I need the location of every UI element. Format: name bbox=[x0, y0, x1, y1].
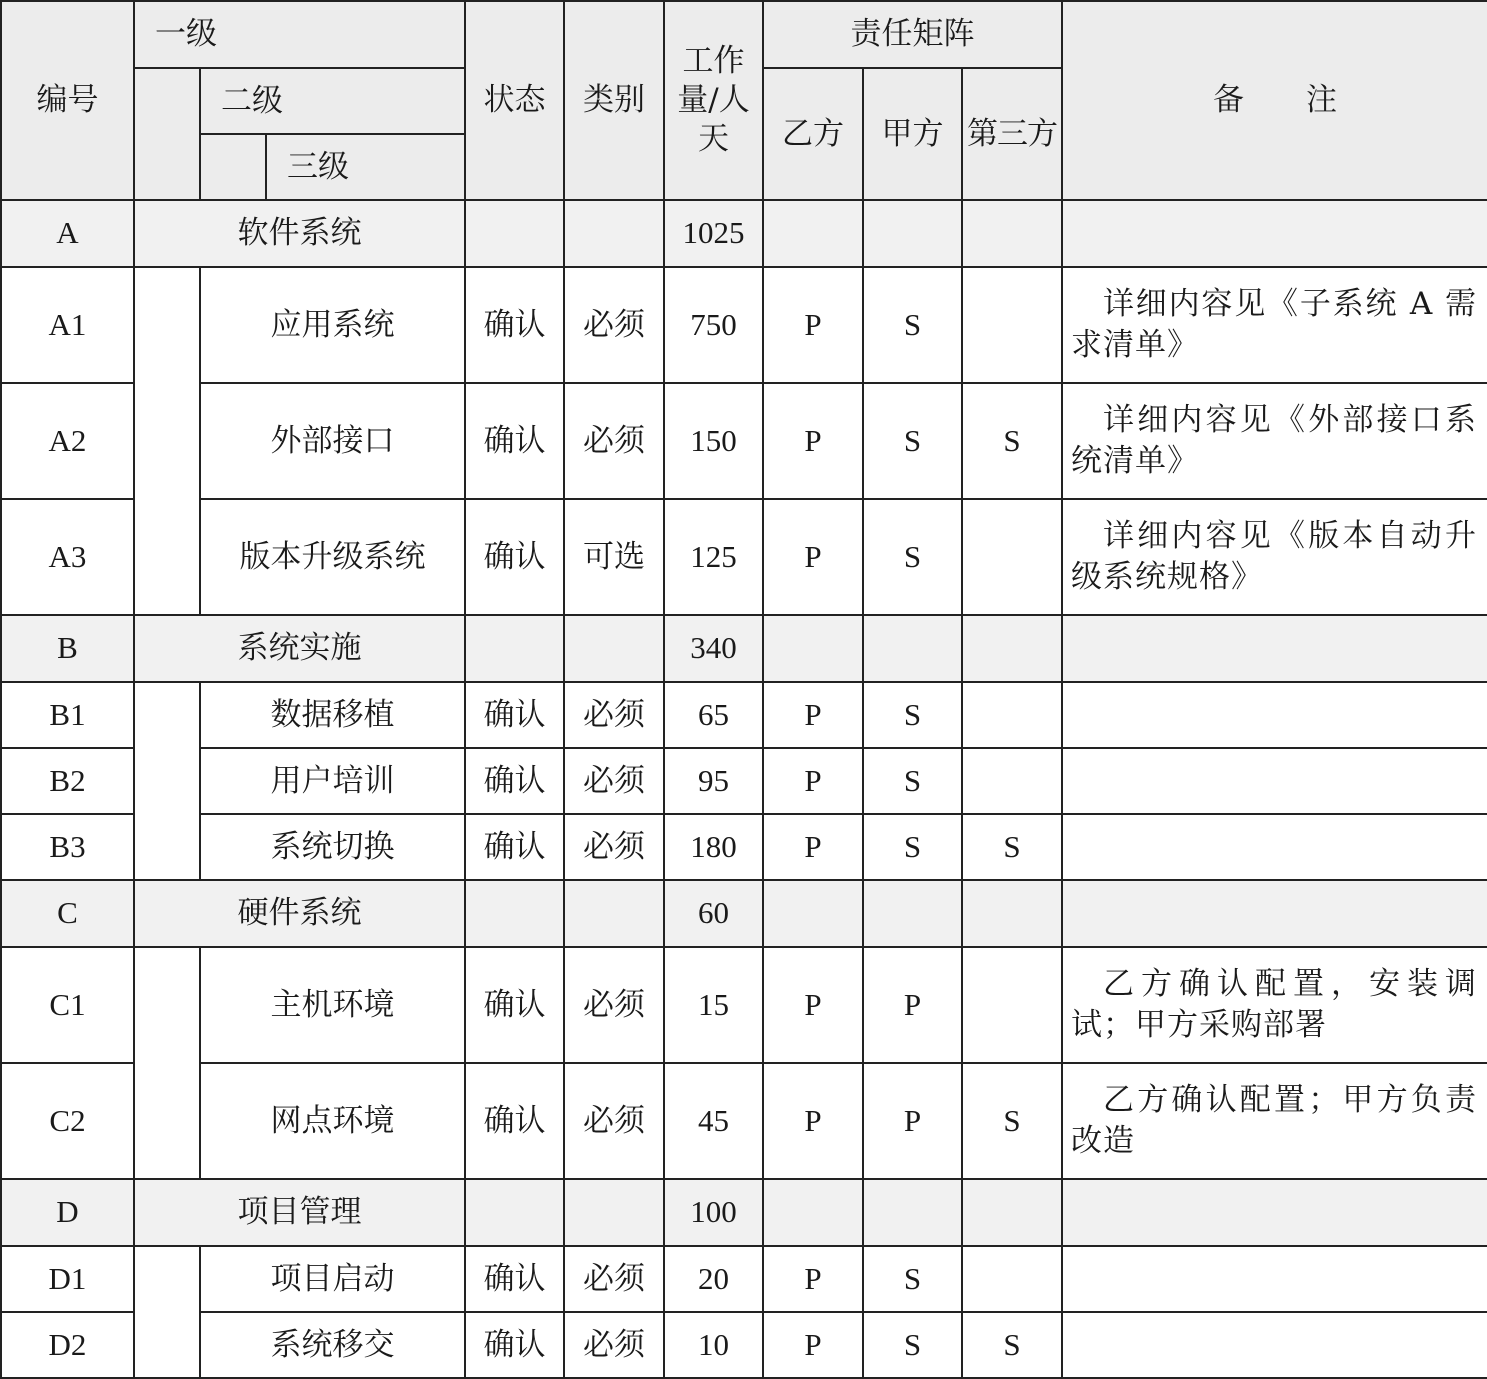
table-row bbox=[1, 499, 1487, 615]
row-party-a: S bbox=[863, 682, 962, 748]
row-category: 必须 bbox=[564, 1063, 664, 1179]
row-note bbox=[1062, 200, 1487, 267]
row-party-b: P bbox=[763, 1063, 863, 1179]
row-name: 项目启动 bbox=[200, 1246, 465, 1312]
header-level1: 一级 bbox=[134, 1, 465, 68]
header-effort: 工作量/人天 bbox=[664, 1, 763, 200]
row-effort: 95 bbox=[664, 748, 763, 814]
row-category: 必须 bbox=[564, 383, 664, 499]
row-category: 必须 bbox=[564, 1312, 664, 1378]
row-effort: 1025 bbox=[664, 200, 763, 267]
row-status bbox=[465, 615, 564, 682]
row-effort: 100 bbox=[664, 1179, 763, 1246]
header-party-b: 乙方 bbox=[763, 68, 863, 200]
row-note bbox=[1062, 814, 1487, 880]
header-level3: 三级 bbox=[266, 134, 465, 200]
row-party-a: S bbox=[863, 814, 962, 880]
row-party-a: P bbox=[863, 1063, 962, 1179]
row-effort: 125 bbox=[664, 499, 763, 615]
row-name: 用户培训 bbox=[200, 748, 465, 814]
table-row bbox=[1, 615, 1487, 682]
row-note bbox=[1062, 1312, 1487, 1378]
row-note: 乙方确认配置；甲方负责改造 bbox=[1062, 1063, 1487, 1179]
row-category bbox=[564, 200, 664, 267]
row-effort: 10 bbox=[664, 1312, 763, 1378]
row-id: D2 bbox=[1, 1312, 134, 1378]
header-indent-1 bbox=[134, 68, 200, 200]
row-effort: 180 bbox=[664, 814, 763, 880]
row-third-party bbox=[962, 1246, 1062, 1312]
row-note: 详细内容见《子系统 A 需求清单》 bbox=[1062, 267, 1487, 383]
row-third-party bbox=[962, 200, 1062, 267]
row-category: 必须 bbox=[564, 267, 664, 383]
row-id: A1 bbox=[1, 267, 134, 383]
indent-cell bbox=[134, 682, 200, 880]
row-id: A2 bbox=[1, 383, 134, 499]
row-party-b bbox=[763, 880, 863, 947]
row-party-a bbox=[863, 1179, 962, 1246]
row-party-a: S bbox=[863, 1312, 962, 1378]
row-category: 必须 bbox=[564, 947, 664, 1063]
table-row bbox=[1, 1312, 1487, 1378]
row-name: 软件系统 bbox=[134, 200, 465, 267]
row-third-party: S bbox=[962, 1063, 1062, 1179]
row-id: A3 bbox=[1, 499, 134, 615]
table-row bbox=[1, 1246, 1487, 1312]
row-status bbox=[465, 1179, 564, 1246]
row-third-party bbox=[962, 267, 1062, 383]
indent-cell bbox=[134, 267, 200, 615]
row-status: 确认 bbox=[465, 1063, 564, 1179]
row-effort: 150 bbox=[664, 383, 763, 499]
row-category bbox=[564, 615, 664, 682]
row-third-party: S bbox=[962, 814, 1062, 880]
row-id: D bbox=[1, 1179, 134, 1246]
row-effort: 65 bbox=[664, 682, 763, 748]
row-third-party: S bbox=[962, 383, 1062, 499]
row-party-b: P bbox=[763, 267, 863, 383]
table-row bbox=[1, 200, 1487, 267]
row-status: 确认 bbox=[465, 267, 564, 383]
row-note: 详细内容见《版本自动升级系统规格》 bbox=[1062, 499, 1487, 615]
row-party-b: P bbox=[763, 1246, 863, 1312]
table-row bbox=[1, 1179, 1487, 1246]
row-name: 项目管理 bbox=[134, 1179, 465, 1246]
row-effort: 340 bbox=[664, 615, 763, 682]
header-status: 状态 bbox=[465, 1, 564, 200]
row-party-b: P bbox=[763, 499, 863, 615]
row-note: 乙方确认配置，安装调试；甲方采购部署 bbox=[1062, 947, 1487, 1063]
row-party-a bbox=[863, 615, 962, 682]
row-third-party: S bbox=[962, 1312, 1062, 1378]
header-id: 编号 bbox=[1, 1, 134, 200]
row-status: 确认 bbox=[465, 748, 564, 814]
row-category bbox=[564, 880, 664, 947]
table-row bbox=[1, 1063, 1487, 1179]
table-row bbox=[1, 267, 1487, 383]
row-third-party bbox=[962, 748, 1062, 814]
row-name: 应用系统 bbox=[200, 267, 465, 383]
row-party-a: S bbox=[863, 499, 962, 615]
table-row bbox=[1, 748, 1487, 814]
row-name: 版本升级系统 bbox=[200, 499, 465, 615]
row-effort: 45 bbox=[664, 1063, 763, 1179]
row-party-b bbox=[763, 200, 863, 267]
row-id: C1 bbox=[1, 947, 134, 1063]
row-id: C2 bbox=[1, 1063, 134, 1179]
row-party-b: P bbox=[763, 814, 863, 880]
row-name: 数据移植 bbox=[200, 682, 465, 748]
row-party-a: S bbox=[863, 1246, 962, 1312]
row-status: 确认 bbox=[465, 1246, 564, 1312]
row-id: B3 bbox=[1, 814, 134, 880]
row-name: 外部接口 bbox=[200, 383, 465, 499]
row-party-b: P bbox=[763, 682, 863, 748]
row-party-a: S bbox=[863, 267, 962, 383]
row-note bbox=[1062, 1246, 1487, 1312]
header-level2: 二级 bbox=[200, 68, 465, 134]
row-id: C bbox=[1, 880, 134, 947]
row-name: 系统实施 bbox=[134, 615, 465, 682]
row-id: B1 bbox=[1, 682, 134, 748]
row-name: 系统切换 bbox=[200, 814, 465, 880]
row-id: B bbox=[1, 615, 134, 682]
header-category: 类别 bbox=[564, 1, 664, 200]
indent-cell bbox=[134, 1246, 200, 1378]
table-row bbox=[1, 880, 1487, 947]
row-status: 确认 bbox=[465, 814, 564, 880]
row-party-b: P bbox=[763, 1312, 863, 1378]
row-name: 硬件系统 bbox=[134, 880, 465, 947]
header-responsibility-matrix: 责任矩阵 bbox=[763, 1, 1062, 68]
row-third-party bbox=[962, 880, 1062, 947]
row-effort: 750 bbox=[664, 267, 763, 383]
table-row bbox=[1, 814, 1487, 880]
row-effort: 60 bbox=[664, 880, 763, 947]
row-status: 确认 bbox=[465, 499, 564, 615]
row-status: 确认 bbox=[465, 947, 564, 1063]
row-party-a: P bbox=[863, 947, 962, 1063]
row-party-b bbox=[763, 615, 863, 682]
row-effort: 15 bbox=[664, 947, 763, 1063]
table-row bbox=[1, 682, 1487, 748]
row-note bbox=[1062, 880, 1487, 947]
row-status: 确认 bbox=[465, 682, 564, 748]
row-party-a bbox=[863, 880, 962, 947]
row-status: 确认 bbox=[465, 1312, 564, 1378]
row-party-b: P bbox=[763, 748, 863, 814]
row-category: 必须 bbox=[564, 1246, 664, 1312]
row-third-party bbox=[962, 947, 1062, 1063]
row-note bbox=[1062, 748, 1487, 814]
row-party-b bbox=[763, 1179, 863, 1246]
row-third-party bbox=[962, 682, 1062, 748]
row-third-party bbox=[962, 615, 1062, 682]
row-third-party bbox=[962, 1179, 1062, 1246]
table-row bbox=[1, 947, 1487, 1063]
table-row bbox=[1, 383, 1487, 499]
row-category: 必须 bbox=[564, 682, 664, 748]
header-indent-2 bbox=[200, 134, 266, 200]
header-third-party: 第三方 bbox=[962, 68, 1062, 200]
row-id: B2 bbox=[1, 748, 134, 814]
row-id: D1 bbox=[1, 1246, 134, 1312]
row-category bbox=[564, 1179, 664, 1246]
row-name: 主机环境 bbox=[200, 947, 465, 1063]
row-party-a: S bbox=[863, 748, 962, 814]
row-note bbox=[1062, 1179, 1487, 1246]
row-status bbox=[465, 200, 564, 267]
row-category: 必须 bbox=[564, 748, 664, 814]
row-id: A bbox=[1, 200, 134, 267]
row-party-a bbox=[863, 200, 962, 267]
row-effort: 20 bbox=[664, 1246, 763, 1312]
row-note: 详细内容见《外部接口系统清单》 bbox=[1062, 383, 1487, 499]
row-category: 可选 bbox=[564, 499, 664, 615]
row-status bbox=[465, 880, 564, 947]
row-name: 网点环境 bbox=[200, 1063, 465, 1179]
row-third-party bbox=[962, 499, 1062, 615]
row-category: 必须 bbox=[564, 814, 664, 880]
row-note bbox=[1062, 682, 1487, 748]
row-note bbox=[1062, 615, 1487, 682]
row-party-a: S bbox=[863, 383, 962, 499]
header-remark: 备 注 bbox=[1062, 1, 1487, 200]
row-name: 系统移交 bbox=[200, 1312, 465, 1378]
row-status: 确认 bbox=[465, 383, 564, 499]
header-party-a: 甲方 bbox=[863, 68, 962, 200]
indent-cell bbox=[134, 947, 200, 1179]
row-party-b: P bbox=[763, 383, 863, 499]
row-party-b: P bbox=[763, 947, 863, 1063]
